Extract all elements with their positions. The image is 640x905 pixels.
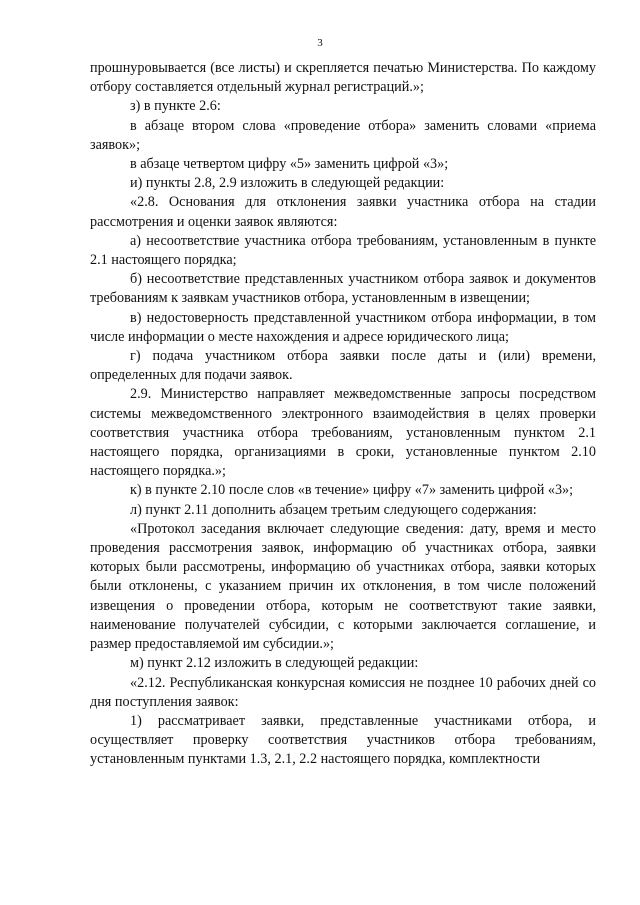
paragraph: 2.9. Министерство направляет межведомственные запросы посредством системы межведомственного электронного взаимодействия в целях проверки соответствия участника отбора требованиям, установленным пунктом 2.1 настоящего порядка, организациями в сроки, установленные пунктом 2.10 настоящего порядка.»;: [90, 386, 596, 480]
paragraph: в) недостоверность представленной участником отбора информации, в том числе информации о месте нахождения и адресе юридического лица;: [90, 309, 596, 345]
paragraph: 1) рассматривает заявки, представленные участниками отбора, и осуществляет проверку соответствия участников отбора требованиям, установленным пунктами 1.3, 2.1, 2.2 настоящего порядка, комплектности: [90, 712, 596, 768]
paragraph: прошнуровывается (все листы) и скрепляется печатью Министерства. По каждому отбору составляется отдельный журнал регистраций.»;: [90, 60, 596, 96]
paragraph: з) в пункте 2.6:: [130, 98, 221, 115]
paragraph: м) пункт 2.12 изложить в следующей редакции:: [130, 655, 419, 672]
paragraph: в абзаце четвертом цифру «5» заменить цифрой «3»;: [130, 156, 449, 173]
paragraph: б) несоответствие представленных участником отбора заявок и документов требованиям к заявкам участников отбора, установленным в извещении;: [90, 271, 596, 307]
page-number: 3: [317, 37, 323, 49]
document-body: [90, 59, 596, 770]
paragraph: «2.12. Республиканская конкурсная комиссия не позднее 10 рабочих дней со дня поступления заявок:: [90, 674, 596, 710]
paragraph: в абзаце втором слова «проведение отбора» заменить словами «приема заявок»;: [90, 117, 596, 153]
paragraph: л) пункт 2.11 дополнить абзацем третьим следующего содержания:: [130, 501, 537, 518]
paragraph: г) подача участником отбора заявки после даты и (или) времени, определенных для подачи заявок.: [90, 348, 596, 384]
paragraph: а) несоответствие участника отбора требованиям, установленным в пункте 2.1 настоящего порядка;: [90, 232, 596, 269]
paragraph: «Протокол заседания включает следующие сведения: дату, время и место проведения рассмотрения заявок, информацию об участниках отбора, заявки которых были рассмотрены, информацию об участниках отбора, заявки которых были отклонены, с указанием причин их отклонения, в том числе положений извещения о проведении отбора, которым не соответствуют такие заявки, наименование получателей субсидии, с которыми заключается соглашение, и размер предоставляемой им субсидии.»;: [90, 520, 596, 653]
paragraph: к) в пункте 2.10 после слов «в течение» цифру «7» заменить цифрой «3»;: [130, 482, 574, 499]
paragraph: «2.8. Основания для отклонения заявки участника отбора на стадии рассмотрения и оценки заявок являются:: [90, 194, 596, 230]
paragraph: и) пункты 2.8, 2.9 изложить в следующей редакции:: [130, 175, 445, 192]
